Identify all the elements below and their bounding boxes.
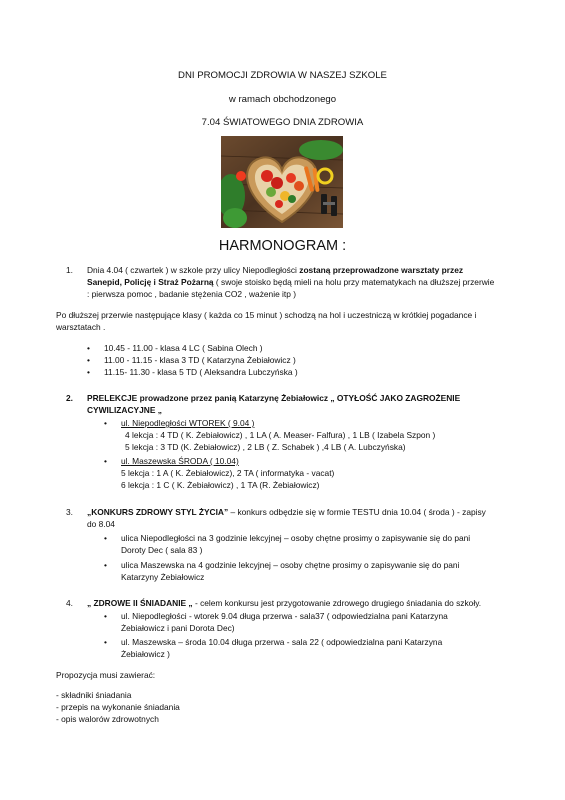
proposal-item: - składniki śniadania (56, 690, 132, 700)
section4-line1: „ ZDROWE II ŚNIADANIE „ - celem konkursu jest przygotowanie zdrowego drugiego śniadania do szkoły. (87, 598, 482, 608)
bullet-icon: • (87, 355, 90, 365)
heart-vegetables-image (221, 136, 343, 228)
paragraph-line2: warsztatach . (56, 322, 106, 332)
list-item: 11.00 - 11.15 - klasa 3 TD ( Katarzyna Żebiałowicz ) (104, 355, 296, 365)
list-item-cont: Żebiałowicz ) (121, 649, 170, 659)
schedule-line: 4 lekcja : 4 TD ( K. Żebiałowicz) , 1 LA ( A. Measer- Falfura) , 1 LB ( Izabela Szpon ) (125, 430, 436, 440)
header-event: 7.04 ŚWIATOWEGO DNIA ZDROWIA (201, 117, 364, 128)
section3-line1: „KONKURS ZDROWY STYL ŻYCIA” – konkurs odbędzie się w formie TESTU dnia 10.04 ( środa ) - zapisy (87, 507, 486, 517)
section2-line1: PRELEKCJE prowadzone przez panią Katarzynę Żebiałowicz „ OTYŁOŚĆ JAKO ZAGROŻENIE (87, 393, 461, 403)
section2-line2: CYWILIZACYJNE „ (87, 405, 162, 415)
list-item: ul. Niepodległości - wtorek 9.04 długa przerwa - sala37 ( odpowiedzialna pani Katarzyna (121, 611, 448, 621)
bullet-icon: • (87, 343, 90, 353)
bullet-icon: • (104, 418, 107, 428)
section4-number: 4. (66, 598, 73, 608)
list-item: ulica Niepodległości na 3 godzinie lekcyjnej – osoby chętne prosimy o zapisywanie się do pani (121, 533, 471, 543)
schedule-line: 5 lekcja : 3 TD (K. Żebiałowicz) , 2 LB ( Z. Schabek ) ,4 LB ( A. Lubczyńska) (125, 442, 406, 452)
bullet-icon: • (104, 533, 107, 543)
harmonogram-heading: HARMONOGRAM : (218, 238, 347, 254)
proposal-title: Propozycja musi zawierać: (56, 670, 156, 680)
header-title: DNI PROMOCJI ZDROWIA W NASZEJ SZKOLE (178, 70, 387, 81)
schedule-line: 5 lekcja : 1 A ( K. Żebiałowicz), 2 TA ( informatyka - vacat) (121, 468, 335, 478)
bullet-icon: • (104, 456, 107, 466)
location-niepodleglosci: ul. Niepodległości WTOREK ( 9.04 ) (121, 418, 255, 428)
bullet-icon: • (104, 637, 107, 647)
paragraph-line1: Po dłuższej przerwie następujące klasy ( każda co 15 minut ) schodzą na hol i uczestniczą w krótkiej pogadance i (56, 310, 477, 320)
list-item-cont: Żebiałowicz i pani Dorota Dec) (121, 623, 235, 633)
proposal-item: - przepis na wykonanie śniadania (56, 702, 180, 712)
section1-line1: Dnia 4.04 ( czwartek ) w szkole przy ulicy Niepodległości zostaną przeprowadzone warsztaty przez (87, 265, 464, 275)
section2-number: 2. (66, 393, 73, 403)
list-item: ul. Maszewska – środa 10.04 długa przerwa - sala 22 ( odpowiedzialna pani Katarzyna (121, 637, 443, 647)
section3-number: 3. (66, 507, 73, 517)
bullet-icon: • (87, 367, 90, 377)
header-subtitle: w ramach obchodzonego (228, 94, 337, 105)
section3-line2: do 8.04 (87, 519, 115, 529)
bullet-icon: • (104, 560, 107, 570)
bullet-icon: • (104, 611, 107, 621)
list-item: 11.15- 11.30 - klasa 5 TD ( Aleksandra Lubczyńska ) (104, 367, 298, 377)
list-item: ulica Maszewska na 4 godzinie lekcyjnej – osoby chętne prosimy o zapisywanie się do pani (121, 560, 460, 570)
section1-line3: : pierwsza pomoc , badanie stężenia CO2 , ważenie itp ) (87, 289, 297, 299)
list-item-cont: Katarzyny Żebiałowicz (121, 572, 205, 582)
list-item-cont: Doroty Dec ( sala 83 ) (121, 545, 203, 555)
section1-number: 1. (66, 265, 73, 275)
section1-line2: Sanepid, Policję i Straż Pożarną ( swoje stoisko będą mieli na holu przy matematykach na dłuższej przerwie (87, 277, 495, 287)
schedule-line: 6 lekcja : 1 C ( K. Żebiałowicz) , 1 TA (R. Żebiałowicz) (121, 480, 320, 490)
list-item: 10.45 - 11.00 - klasa 4 LC ( Sabina Olech ) (104, 343, 263, 353)
location-maszewska: ul. Maszewska ŚRODA ( 10.04) (121, 456, 239, 466)
proposal-item: - opis walorów zdrowotnych (56, 714, 159, 724)
